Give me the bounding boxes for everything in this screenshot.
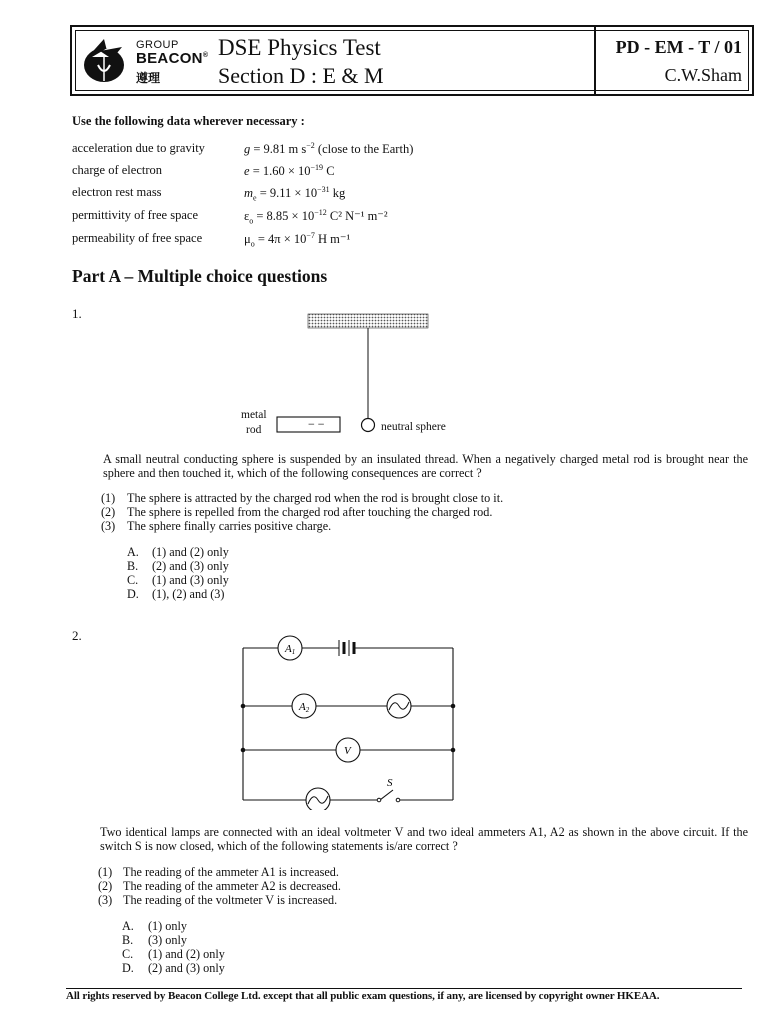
circuit-diagram	[235, 630, 465, 810]
question-number: 1.	[72, 306, 82, 321]
constant-name: electron rest mass	[72, 185, 162, 199]
header-divider	[594, 27, 596, 94]
label-neutral-sphere: neutral sphere	[381, 421, 446, 433]
answer-option[interactable]: A. (1) and (2) only	[127, 545, 229, 559]
constant-value: $\varepsilon_o = 8.85 \times 10^{-12}$ C² N⁻¹ m⁻²	[244, 208, 388, 226]
constant-value: $\mu_o = 4\pi \times 10^{-7}$ H m⁻¹	[244, 231, 351, 249]
neutral-sphere	[362, 419, 375, 432]
statement: (1) The sphere is attracted by the charged rod when the rod is brought close to it.	[101, 491, 504, 505]
beacon-logo-icon	[80, 37, 128, 85]
answer-option[interactable]: B. (3) only	[122, 933, 187, 947]
question-text: A small neutral conducting sphere is suspended by an insulated thread. When a negatively charged metal rod is brought near the sphere and then touched it, which of the following consequences are correct ?	[103, 452, 748, 480]
constant-name: permittivity of free space	[72, 208, 198, 222]
constant-value: $e = 1.60 \times 10^{-19}$ C	[244, 163, 335, 179]
switch-contact	[377, 798, 381, 802]
answer-option[interactable]: C. (1) and (3) only	[127, 573, 229, 587]
test-code: PD - EM - T / 01	[615, 37, 742, 57]
switch-contact	[396, 798, 400, 802]
answer-option[interactable]: B. (2) and (3) only	[127, 559, 229, 573]
constant-value: $m_e = 9.11 \times 10^{-31}$ kg	[244, 185, 346, 203]
logo-group-text: GROUP	[136, 39, 179, 51]
section-title: Section D : E & M	[218, 63, 384, 88]
label-v: V	[344, 745, 351, 757]
copyright-footer: All rights reserved by Beacon College Ltd. except that all public exam questions, if any, are licensed by copyright owner HKEAA.	[66, 990, 660, 1002]
statement: (1) The reading of the ammeter A1 is increased.	[98, 865, 339, 879]
constant-name: acceleration due to gravity	[72, 141, 205, 155]
answer-option[interactable]: D. (2) and (3) only	[122, 961, 225, 975]
statement: (2) The sphere is repelled from the charged rod after touching the charged rod.	[101, 505, 493, 519]
statement: (3) The sphere finally carries positive charge.	[101, 519, 332, 533]
label-metal: metal	[241, 409, 267, 421]
suspended-sphere-diagram	[230, 310, 490, 445]
statement: (3) The reading of the voltmeter V is increased.	[98, 893, 338, 907]
answer-option[interactable]: A. (1) only	[122, 919, 187, 933]
answer-option[interactable]: C. (1) and (2) only	[122, 947, 225, 961]
test-title: DSE Physics Test	[218, 35, 381, 60]
question-number: 2.	[72, 628, 82, 643]
constant-value: g = 9.81 m $s^{-2}$ (close to the Earth)	[244, 141, 414, 157]
lamp-icon	[387, 694, 411, 718]
question-text: Two identical lamps are connected with an ideal voltmeter V and two ideal ammeters A1, A2 as shown in the above circuit. If the switch S is now closed, which of the following statements is/are correct ?	[100, 825, 748, 853]
logo-chinese-text: 遵理	[136, 71, 161, 85]
part-title: Part A – Multiple choice questions	[72, 266, 328, 286]
label-s: S	[387, 777, 393, 789]
footer-rule	[66, 988, 742, 989]
logo-beacon-text: BEACON®	[136, 50, 209, 67]
ceiling-support	[308, 314, 428, 328]
page-header	[70, 25, 754, 96]
label-a2: A2	[299, 701, 310, 714]
data-heading: Use the following data wherever necessary :	[72, 114, 305, 128]
constant-name: permeability of free space	[72, 231, 203, 245]
author-name: C.W.Sham	[664, 65, 742, 85]
label-a1: A1	[285, 643, 296, 656]
statement: (2) The reading of the ammeter A2 is decreased.	[98, 879, 341, 893]
answer-option[interactable]: D. (1), (2) and (3)	[127, 587, 225, 601]
lamp-icon	[306, 788, 330, 810]
rod-charges: − −	[308, 417, 325, 431]
constant-name: charge of electron	[72, 163, 162, 177]
label-rod: rod	[246, 424, 262, 436]
